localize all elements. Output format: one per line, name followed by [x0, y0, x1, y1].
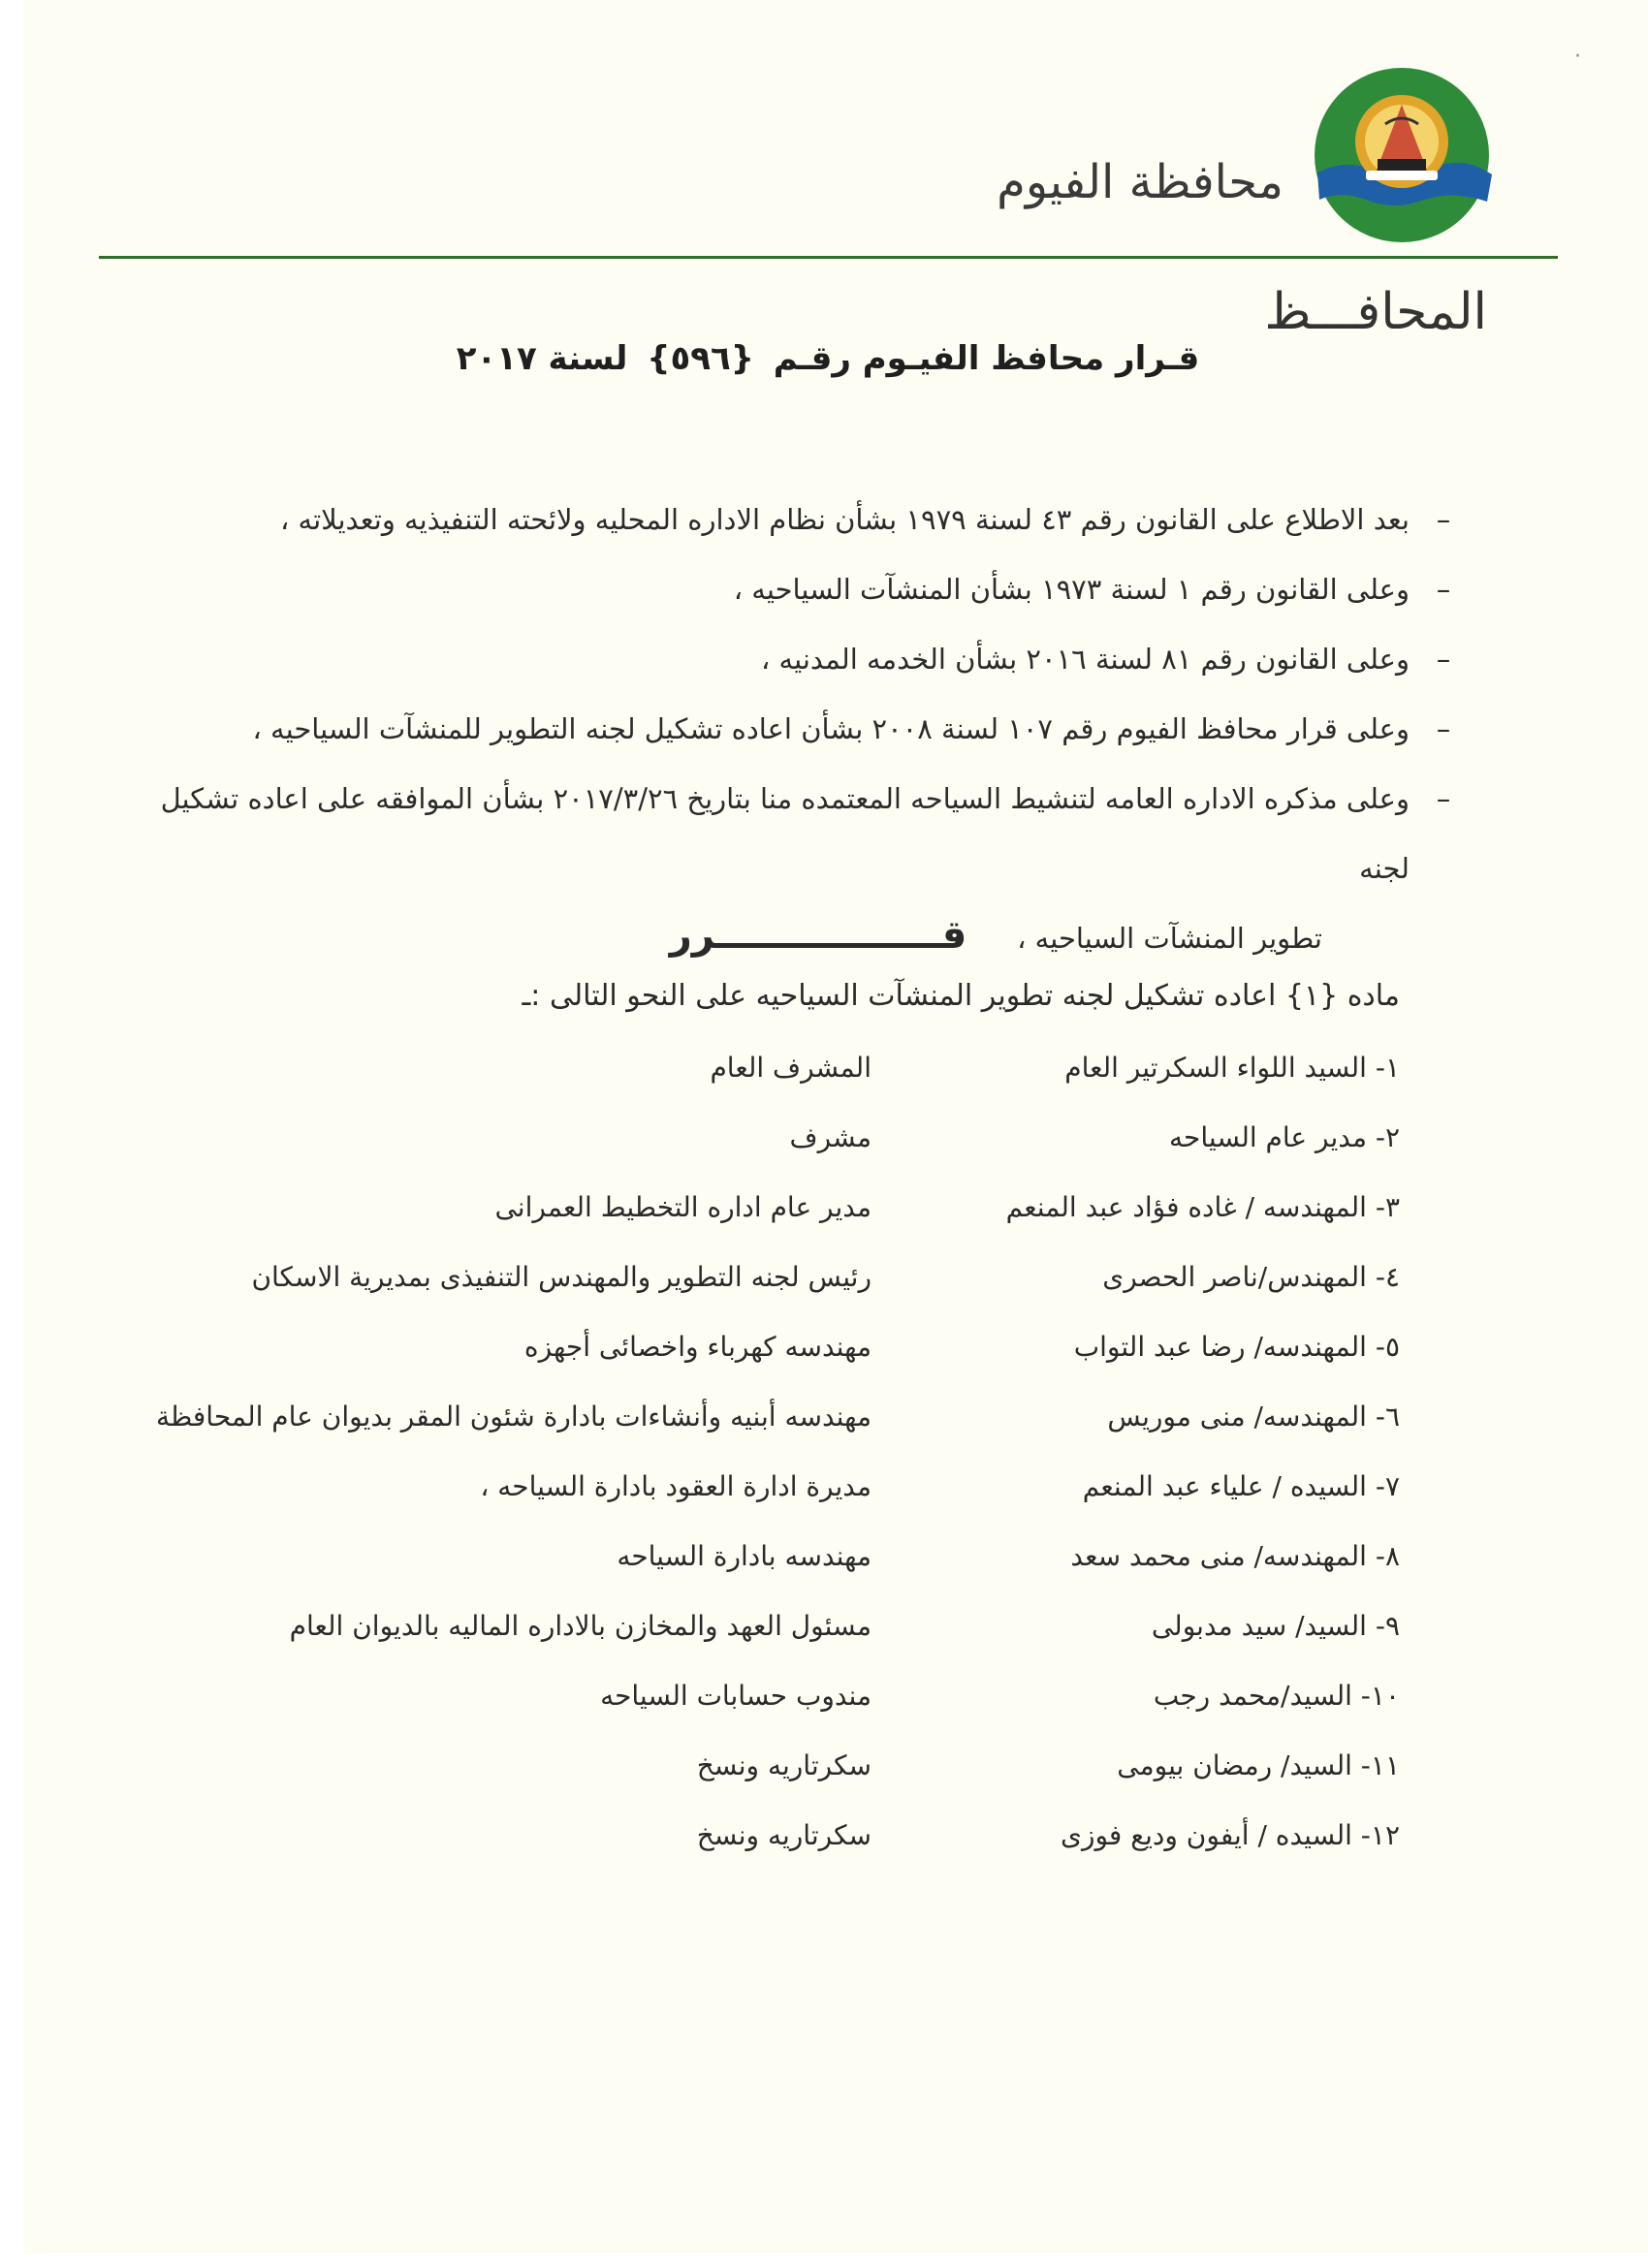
member-role: رئيس لجنه التطوير والمهندس التنفيذى بمديرية الاسكان [251, 1261, 872, 1293]
member-name: ٣- المهندسه / غاده فؤاد عبد المنعم [1005, 1191, 1400, 1223]
member-name: ١١- السيد/ رمضان بيومى [1117, 1749, 1400, 1781]
member-row [120, 1331, 1400, 1401]
member-role: مهندسه كهرباء واخصائى أجهزه [523, 1331, 872, 1363]
member-name: ٢- مدير عام السياحه [1169, 1121, 1400, 1153]
decree-title [392, 339, 1264, 378]
recital-item [111, 554, 1458, 624]
scan-mark: · [1574, 45, 1581, 69]
member-role: مديرة ادارة العقود بادارة السياحه ، [480, 1470, 872, 1502]
member-row [120, 1470, 1400, 1540]
member-role: مدير عام اداره التخطيط العمرانى [494, 1191, 872, 1223]
recital-continuation: تطوير المنشآت السياحيه ، [1017, 922, 1322, 955]
member-name: ١٢- السيده / أيفون وديع فوزى [1061, 1819, 1400, 1851]
member-role: مهندسه بادارة السياحه [617, 1540, 872, 1572]
decree-title-prefix: قـرار محافظ الفيـوم رقـم [773, 339, 1200, 378]
recital-text: وعلى القانون رقم ١ لسنة ١٩٧٣ بشأن المنشآت السياحيه ، [733, 573, 1410, 606]
recital-text: وعلى مذكره الاداره العامه لتنشيط السياحه المعتمده منا بتاريخ ٢٠١٧/٣/٢٦ بشأن الموافقه على اعاده تشكيل لجنه [160, 782, 1410, 885]
recital-text: بعد الاطلاع على القانون رقم ٤٣ لسنة ١٩٧٩ بشأن نظام الاداره المحليه ولائحته التنفيذيه وتعديلاته ، [279, 503, 1410, 536]
member-row [120, 1121, 1400, 1191]
bullet-dash: – [1436, 643, 1451, 676]
header-divider [99, 256, 1558, 259]
member-role: المشرف العام [710, 1052, 872, 1084]
member-role: مهندسه أبنيه وأنشاءات بادارة شئون المقر بديوان عام المحافظة [155, 1401, 872, 1433]
governorate-name: محافظة الفيوم [997, 155, 1284, 209]
member-role: مندوب حسابات السياحه [600, 1680, 872, 1712]
office-title: المحافـــظ [1264, 283, 1487, 341]
member-role: سكرتاريه ونسخ [696, 1749, 872, 1781]
member-role: مشرف [789, 1121, 872, 1153]
decree-number: {٥٩٦} [647, 339, 754, 378]
member-name: ٤- المهندس/ناصر الحصرى [1102, 1261, 1400, 1293]
member-name: ٩- السيد/ سيد مدبولى [1151, 1610, 1400, 1642]
decree-year: لسنة ٢٠١٧ [456, 339, 628, 378]
member-name: ٨- المهندسه/ منى محمد سعد [1070, 1540, 1400, 1572]
member-row [120, 1401, 1400, 1470]
bullet-dash: – [1436, 503, 1451, 536]
member-name: ٧- السيده / علياء عبد المنعم [1082, 1470, 1400, 1502]
member-row [120, 1610, 1400, 1680]
recital-item [111, 694, 1458, 764]
member-name: ٦- المهندسه/ منى موريس [1107, 1401, 1400, 1433]
bullet-dash: – [1436, 782, 1451, 815]
member-row [120, 1680, 1400, 1749]
member-role: مسئول العهد والمخازن بالاداره الماليه بالديوان العام [289, 1610, 872, 1642]
recital-text: وعلى القانون رقم ٨١ لسنة ٢٠١٦ بشأن الخدمه المدنيه ، [760, 643, 1410, 676]
member-row [120, 1749, 1400, 1819]
member-name: ١٠- السيد/محمد رجب [1153, 1680, 1400, 1712]
bullet-dash: – [1436, 712, 1451, 745]
member-row [120, 1261, 1400, 1331]
bullet-dash: – [1436, 573, 1451, 606]
recital-item [111, 485, 1458, 554]
governorate-logo-icon [1308, 66, 1497, 245]
member-row [120, 1819, 1400, 1889]
document-page [23, 0, 1648, 2253]
member-row [120, 1191, 1400, 1261]
committee-members [120, 1052, 1400, 1889]
member-name: ١- السيد اللواء السكرتير العام [1064, 1052, 1400, 1084]
member-name: ٥- المهندسه/ رضا عبد التواب [1073, 1331, 1400, 1363]
member-row [120, 1052, 1400, 1121]
member-row [120, 1540, 1400, 1610]
recital-text: وعلى قرار محافظ الفيوم رقم ١٠٧ لسنة ٢٠٠٨ بشأن اعاده تشكيل لجنه التطوير للمنشآت السياحيه ، [252, 712, 1410, 745]
decided-heading: قـــــــــــــــــرر [669, 913, 967, 958]
recital-item [111, 624, 1458, 694]
article-1: ماده {١} اعاده تشكيل لجنه تطوير المنشآت السياحيه على النحو التالى :ـ [522, 979, 1400, 1013]
member-role: سكرتاريه ونسخ [696, 1819, 872, 1851]
recitals-list [111, 485, 1458, 973]
